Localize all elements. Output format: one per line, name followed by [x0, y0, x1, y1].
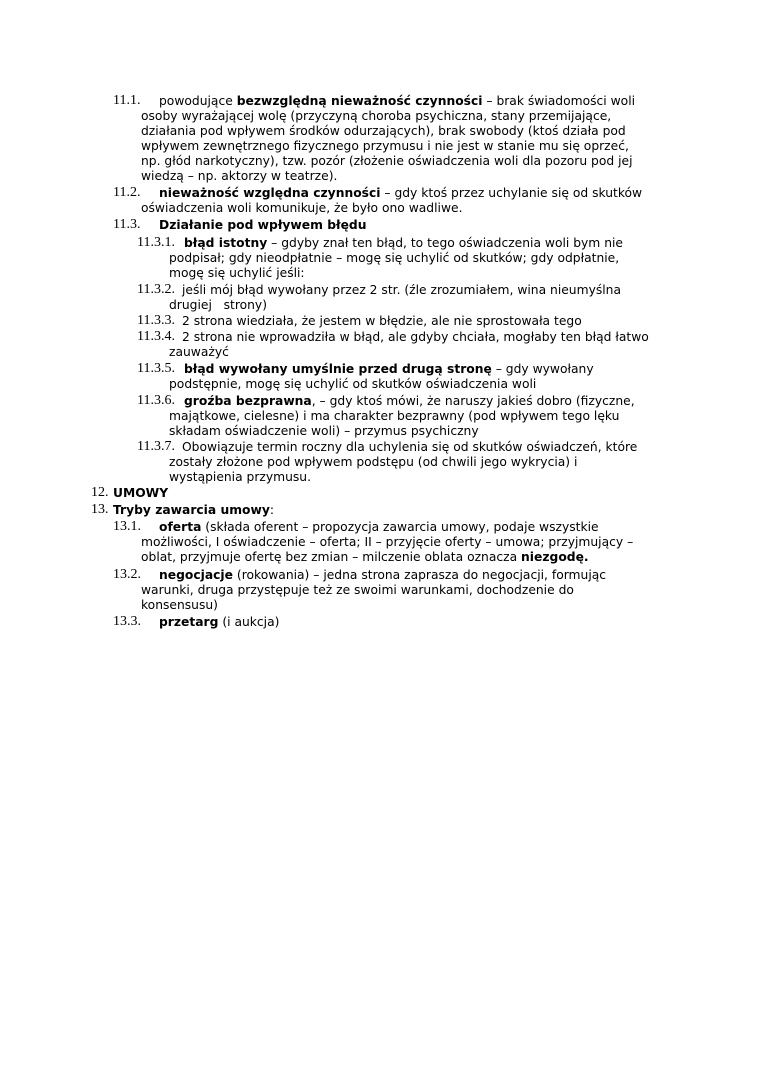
item-number: 11.3.3.: [137, 313, 175, 328]
item-line: powodujące bezwzględną nieważność czynności – brak świadomości woli: [159, 94, 636, 108]
item-line: składam oświadczenie woli) – przymus psychiczny: [169, 424, 479, 438]
item-line: oświadczenia woli komunikuje, że było ono wadliwe.: [141, 201, 463, 215]
item-line: nieważność względna czynności – gdy ktoś przez uchylanie się od skutków: [159, 186, 643, 200]
item-line: przetarg (i aukcja): [159, 615, 280, 629]
item-line: podpisał; gdy nieodpłatnie – mogę się uchylić od skutków; gdy odpłatnie,: [169, 251, 620, 265]
item-number: 11.1.: [113, 93, 141, 108]
item-number: 11.3.1.: [137, 235, 175, 250]
item-line: Obowiązuje termin roczny dla uchylenia się od skutków oświadczeń, które: [182, 440, 638, 454]
item-line: oblat, przyjmuje ofertę bez zmian – milczenie oblata oznacza niezgodę.: [141, 550, 589, 564]
item-number: 11.3.: [113, 217, 141, 232]
item-number: 13.3.: [113, 614, 141, 629]
item-line: zostały złożone pod wpływem podstępu (od chwili jego wykrycia) i: [169, 455, 578, 469]
item-line: negocjacje (rokowania) – jedna strona zaprasza do negocjacji, formując: [159, 568, 607, 582]
item-number: 11.3.5.: [137, 361, 175, 376]
item-number: 11.3.2.: [137, 282, 175, 297]
item-line: warunki, druga przystępuje też ze swoimi warunkami, dochodzenie do: [141, 583, 574, 597]
section-heading: Działanie pod wpływem błędu: [159, 218, 367, 232]
item-line: wystąpienia przymusu.: [169, 470, 312, 484]
item-number: 13.1.: [113, 519, 141, 534]
item-line: podstępnie, mogę się uchylić od skutków oświadczenia woli: [169, 377, 537, 391]
item-line: zauważyć: [169, 345, 229, 359]
item-number: 11.3.7.: [137, 439, 175, 454]
item-line: możliwości, I oświadczenie – oferta; II – przyjęcie oferty – umowa; przyjmujący –: [141, 535, 634, 549]
item-line: osoby wyrażającej wolę (przyczyną choroba psychiczna, stany przemijające,: [141, 109, 612, 123]
item-line: oferta (składa oferent – propozycja zawarcia umowy, podaje wszystkie: [159, 520, 599, 534]
item-line: 2 strona wiedziała, że jestem w błędzie, ale nie sprostowała tego: [182, 314, 582, 328]
item-number: 12.: [91, 485, 109, 500]
item-line: błąd wywołany umyślnie przed drugą stronę – gdy wywołany: [184, 362, 594, 376]
item-line: mogę się uchylić jeśli:: [169, 266, 305, 280]
item-line: wiedzą – np. aktorzy w teatrze).: [141, 169, 338, 183]
section-heading: UMOWY: [113, 486, 169, 500]
item-line: błąd istotny – gdyby znał ten błąd, to tego oświadczenia woli bym nie: [184, 236, 623, 250]
item-line: 2 strona nie wprowadziła w błąd, ale gdyby chciała, mogłaby ten błąd łatwo: [182, 330, 649, 344]
item-line: np. głód narkotyczny), tzw. pozór (złożenie oświadczenia woli dla pozoru pod jej: [141, 154, 633, 168]
item-line: działania pod wpływem środków odurzających), brak swobody (ktoś działa pod: [141, 124, 626, 138]
item-line: groźba bezprawna, – gdy ktoś mówi, że naruszy jakieś dobro (fizyczne,: [184, 394, 635, 408]
item-number: 13.: [91, 502, 109, 517]
item-line: drugiej strony): [169, 298, 267, 312]
item-number: 11.3.4.: [137, 329, 175, 344]
item-number: 11.2.: [113, 185, 141, 200]
item-number: 11.3.6.: [137, 393, 175, 408]
item-line: majątkowe, cielesne) i ma charakter bezprawny (pod wpływem tego lęku: [169, 409, 620, 423]
item-line: wpływem zewnętrznego fizycznego przymusu i nie jest w stanie mu się oprzeć,: [141, 139, 629, 153]
item-number: 13.2.: [113, 567, 141, 582]
item-line: jeśli mój błąd wywołany przez 2 str. (źle zrozumiałem, wina nieumyślna: [182, 283, 622, 297]
item-line: konsensusu): [141, 598, 218, 612]
section-heading: Tryby zawarcia umowy:: [113, 503, 275, 517]
